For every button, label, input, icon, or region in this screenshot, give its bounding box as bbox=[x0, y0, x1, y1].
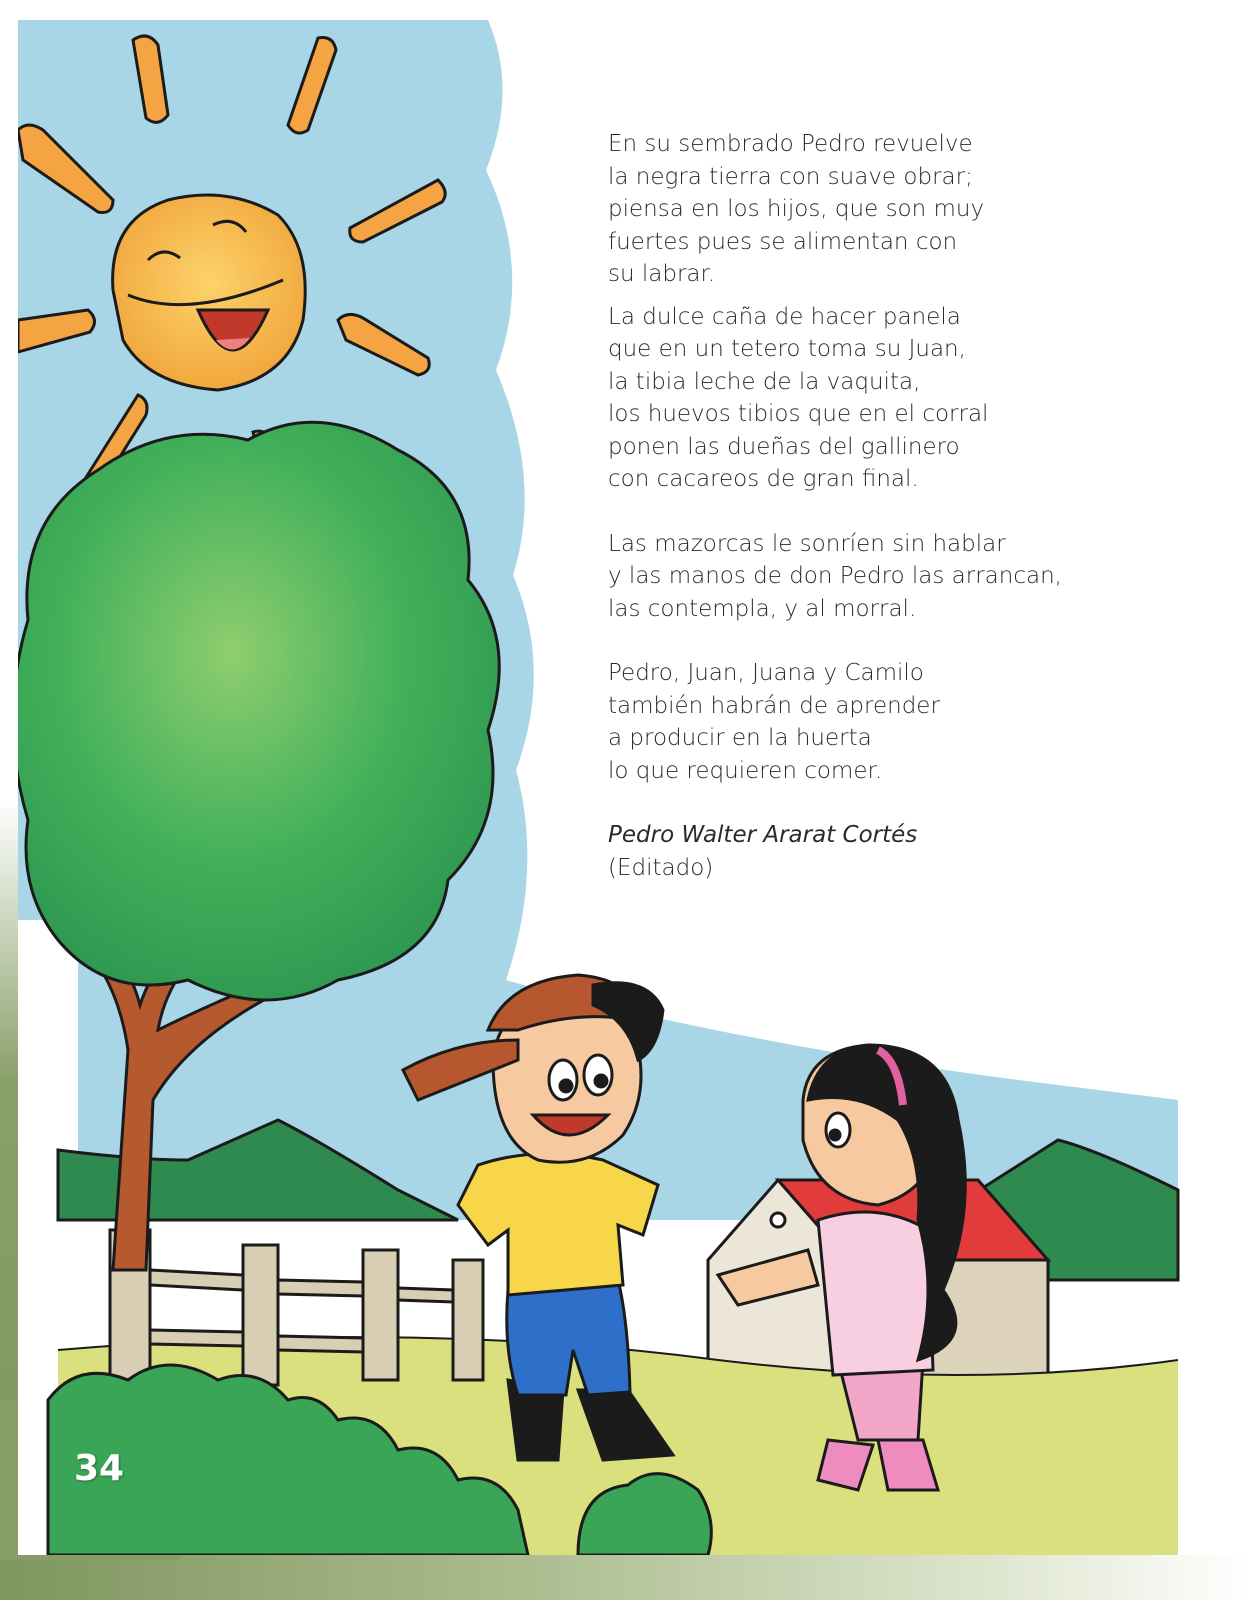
poem-line: La dulce caña de hacer panela bbox=[608, 303, 961, 330]
poem-line: con cacareos de gran final. bbox=[608, 466, 919, 492]
page-bottom-band bbox=[0, 1555, 1248, 1600]
poem-line: su labrar. bbox=[608, 261, 716, 287]
poem-stanza-4 bbox=[608, 657, 1128, 787]
poem-line: piensa en los hijos, que son muy bbox=[608, 196, 985, 222]
poem-line: En su sembrado Pedro revuelve bbox=[608, 131, 973, 157]
poem-line: la tibia leche de la vaquita, bbox=[608, 368, 921, 395]
poem-line: los huevos tibios que en el corral bbox=[608, 401, 989, 427]
poem-author: Pedro Walter Ararat Cortés bbox=[608, 822, 918, 848]
poem bbox=[608, 128, 1128, 884]
poem-line: Pedro, Juan, Juana y Camilo bbox=[608, 660, 924, 686]
page-number: 34 bbox=[74, 1448, 125, 1489]
poem-line: que en un tetero toma su Juan, bbox=[608, 336, 966, 362]
poem-line: y las manos de don Pedro las arrancan, bbox=[608, 563, 1062, 589]
poem-stanza-1 bbox=[608, 128, 1128, 291]
poem-stanza-3 bbox=[608, 528, 1128, 626]
poem-line: ponen las dueñas del gallinero bbox=[608, 433, 960, 460]
poem-stanza-2 bbox=[608, 301, 1128, 496]
poem-line: la negra tierra con suave obrar; bbox=[608, 163, 973, 190]
poem-line: lo que requieren comer. bbox=[608, 757, 883, 784]
poem-line: a producir en la huerta bbox=[608, 725, 872, 751]
poem-line: las contempla, y al morral. bbox=[608, 595, 917, 622]
poem-edit-note: (Editado) bbox=[608, 854, 714, 881]
poem-line: Las mazorcas le sonríen sin hablar bbox=[608, 530, 1006, 557]
poem-line: fuertes pues se alimentan con bbox=[608, 228, 958, 255]
poem-line: también habrán de aprender bbox=[608, 692, 940, 719]
